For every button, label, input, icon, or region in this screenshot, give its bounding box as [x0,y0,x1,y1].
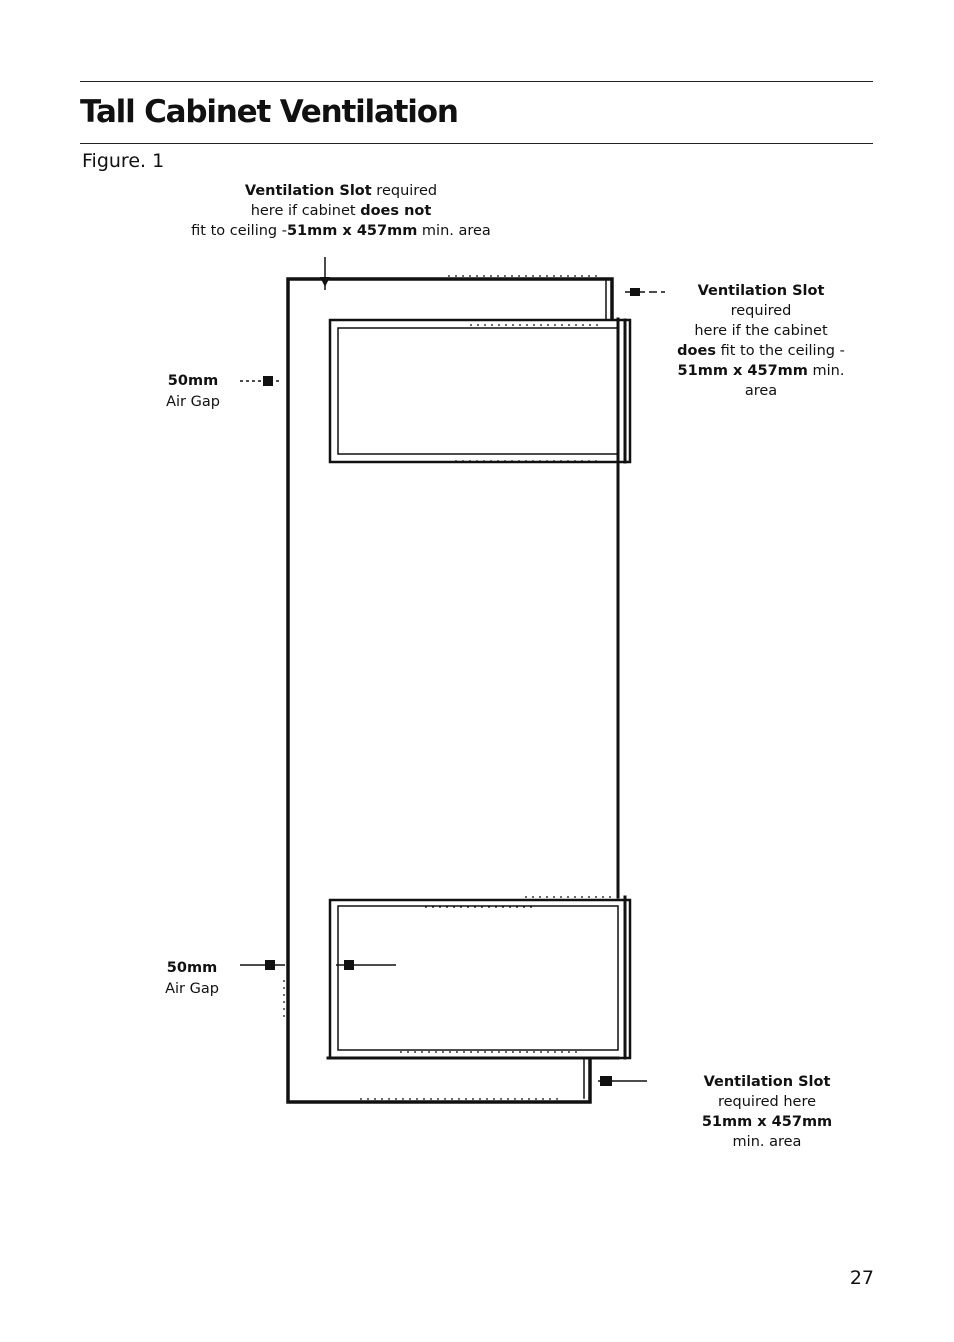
top-slot-arrowhead [320,277,330,287]
right-top-arrowhead [630,288,640,296]
air-gap-top-arrowhead [263,376,273,386]
right-top-note-line-6: area [744,383,778,399]
top-appliance-outer [330,320,630,462]
figure-label: Figure. 1 [82,150,165,172]
right-bottom-note-line-2: required here [717,1094,817,1110]
cabinet-outline [288,279,612,1102]
right-bottom-note-line-3: 51mm x 457mm [701,1114,833,1130]
page-title: Tall Cabinet Ventilation [80,94,458,130]
air-gap-top-value: 50mm [167,373,219,389]
air-gap-bottom-arrowhead [265,960,275,970]
right-top-note-line-5: 51mm x 457mm min. [677,363,845,379]
right-bottom-note-line-4: min. area [732,1134,802,1150]
top-note-line-2: here if cabinet does not [250,203,432,219]
right-top-note-line-4: does fit to the ceiling - [677,343,845,359]
right-top-note-line-3: here if the cabinet [694,323,828,339]
right-top-note-line-2: required [730,303,792,319]
page-number: 27 [849,1267,874,1289]
top-note-line-3: fit to ceiling -51mm x 457mm min. area [191,223,491,239]
air-gap-top-text: Air Gap [166,394,220,410]
air-gap-bottom-value: 50mm [166,960,218,976]
air-gap-bottom-text: Air Gap [165,981,219,997]
top-note-line-1: Ventilation Slot required [244,183,438,199]
bottom-appliance-inner [338,906,618,1050]
right-bottom-arrowhead [600,1076,612,1086]
bottom-appliance-outer [330,900,630,1058]
right-top-note-line-1: Ventilation Slot [697,283,825,299]
inner-arrowhead [344,960,354,970]
top-appliance-inner [338,328,618,454]
right-bottom-note-line-1: Ventilation Slot [703,1074,831,1090]
